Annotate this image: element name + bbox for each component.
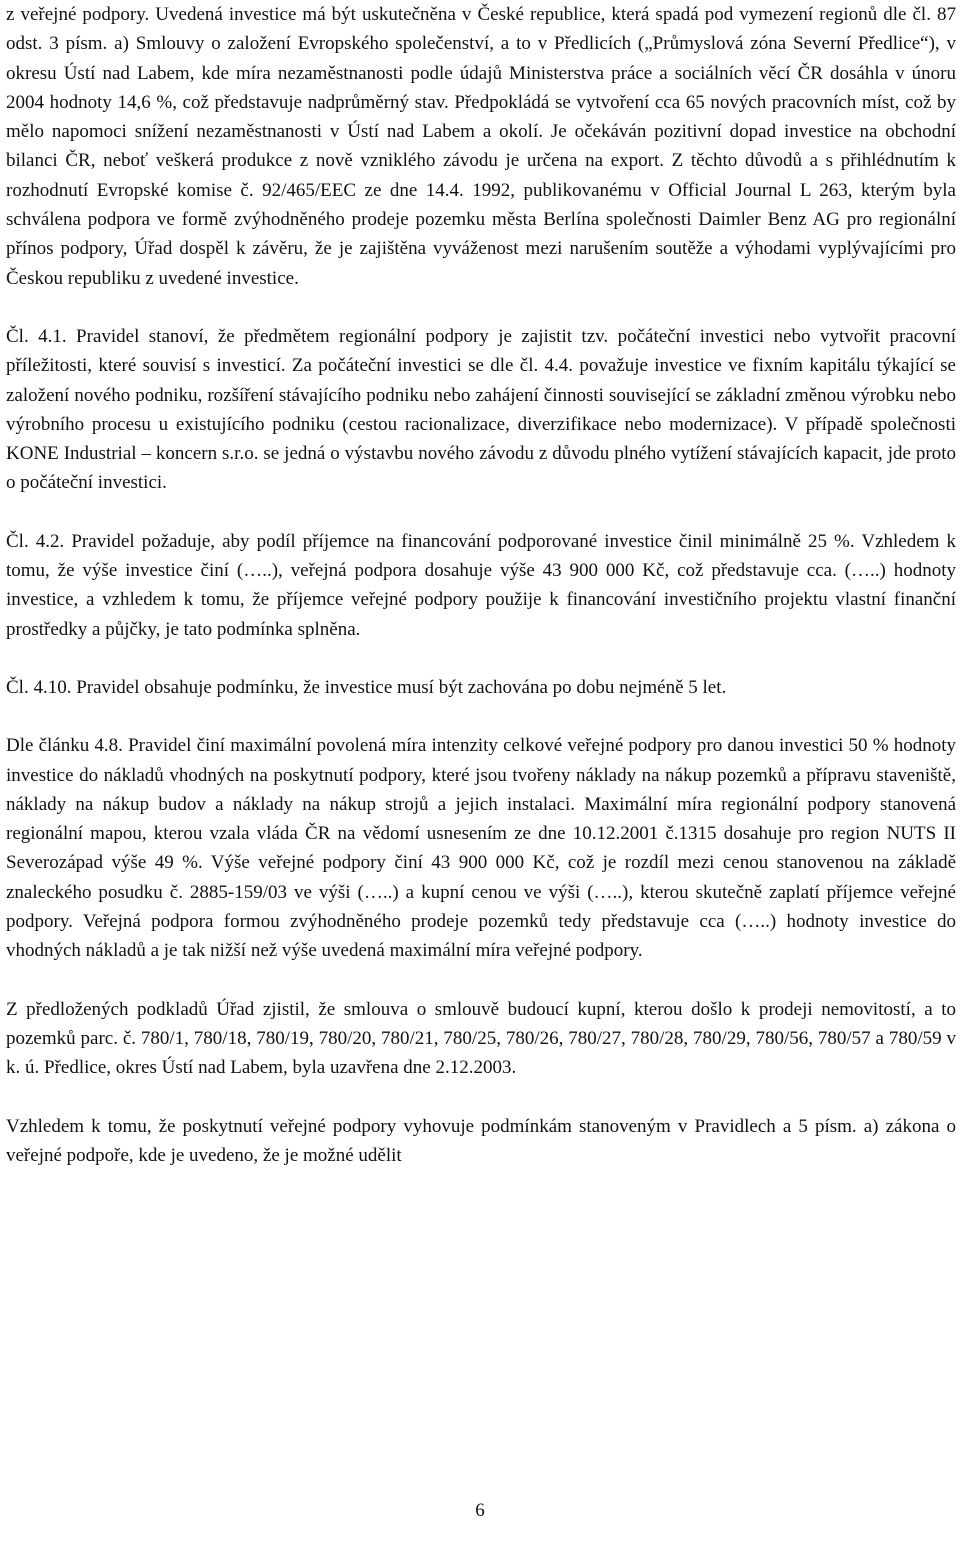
paragraph-contract: Z předložených podkladů Úřad zjistil, že smlouva o smlouvě budoucí kupní, kterou došlo k prodeji nemovitostí, a to pozemků parc. č. 780/1, 780/18, 780/19, 780/20, 780/21, 780/25, 780/26, 780/27, 780/28, 780/29, 780/56, 780/57 a 780/59 v k. ú. Předlice, okres Ústí nad Labem, byla uzavřena dne 2.12.2003.	[6, 998, 956, 1079]
paragraph-regional-impact: z veřejné podpory. Uvedená investice má být uskutečněna v České republice, která spadá pod vymezení regionů dle čl. 87 odst. 3 písm. a) Smlouvy o založení Evropského společenství, a to v Předlicích („Průmyslová zóna Severní Předlice“), v okresu Ústí nad Labem, kde míra nezaměstnanosti podle údajů Ministerstva práce a sociálních věcí ČR dosáhla v únoru 2004 hodnoty 14,6 %, což představuje nadprůměrný stav. Předpokládá se vytvoření cca 65 nových pracovních míst, což by mělo napomoci snížení nezaměstnanosti v Ústí nad Labem a okolí. Je očekáván pozitivní dopad investice na obchodní bilanci ČR, neboť veškerá produkce z nově vzniklého závodu je určena na export. Z těchto důvodů a s přihlédnutím k rozhodnutí Evropské komise č. 92/465/EEC ze dne 14.4. 1992, publikovanému v Official Journal L 263, kterým byla schválena podpora ve formě zvýhodněného prodeje pozemku města Berlína společnosti Daimler Benz AG pro regionální přínos podpory, Úřad dospěl k závěru, že je zajištěna vyváženost mezi narušením soutěže a výhodami vyplývajícími pro Českou republiku z uvedené investice.	[6, 4, 956, 289]
paragraph-article-4-10: Čl. 4.10. Pravidel obsahuje podmínku, že investice musí být zachována po dobu nejméně 5 let.	[6, 676, 727, 698]
paragraph-article-4-8: Dle článku 4.8. Pravidel činí maximální povolená míra intenzity celkové veřejné podpory pro danou investici 50 % hodnoty investice do nákladů vhodných na poskytnutí podpory, které jsou tvořeny náklady na nákup pozemků a přípravu staveniště, náklady na nákup budov a náklady na nákup strojů a jejich instalaci. Maximální míra regionální podpory stanovená regionální mapou, kterou vzala vláda ČR na vědomí usnesením ze dne 10.12.2001 č.1315 dosahuje pro region NUTS II Severozápad výše 49 %. Výše veřejné podpory činí 43 900 000 Kč, což je rozdíl mezi cenou stanovenou na základě znaleckého posudku č. 2885-159/03 ve výši (…..) a kupní cenou ve výši (…..), kterou skutečně zaplatí příjemce veřejné podpory. Veřejná podpora formou zvýhodněného prodeje pozemků tedy představuje cca (…..) hodnoty investice do vhodných nákladů a je tak nižší než výše uvedená maximální míra veřejné podpory.	[6, 735, 956, 962]
page-number: 6	[475, 1500, 485, 1521]
paragraph-article-4-1: Čl. 4.1. Pravidel stanoví, že předmětem regionální podpory je zajistit tzv. počáteční investici nebo vytvořit pracovní příležitosti, které souvisí s investicí. Za počáteční investici se dle čl. 4.4. považuje investice ve fixním kapitálu týkající se založení nového podniku, rozšíření stávajícího podniku nebo zahájení činnosti související se základní změnou výrobku nebo výrobního procesu u existujícího podniku (cestou racionalizace, diverzifikace nebo modernizace). V případě společnosti KONE Industrial – koncern s.r.o. se jedná o výstavbu nového závodu z důvodu plného vytížení stávajících kapacit, jde proto o počáteční investici.	[6, 325, 956, 494]
paragraph-article-4-2: Čl. 4.2. Pravidel požaduje, aby podíl příjemce na financování podporované investice činil minimálně 25 %. Vzhledem k tomu, že výše investice činí (…..), veřejná podpora dosahuje výše 43 900 000 Kč, což představuje cca. (…..) hodnoty investice, a vzhledem k tomu, že příjemce veřejné podpory použije k financování investičního projektu vlastní finanční prostředky a půjčky, je tato podmínka splněna.	[6, 530, 956, 640]
document-body	[6, 0, 956, 1170]
paragraph-conclusion: Vzhledem k tomu, že poskytnutí veřejné podpory vyhovuje podmínkám stanoveným v Pravidlech a 5 písm. a) zákona o veřejné podpoře, kde je uvedeno, že je možné udělit	[6, 1115, 956, 1166]
